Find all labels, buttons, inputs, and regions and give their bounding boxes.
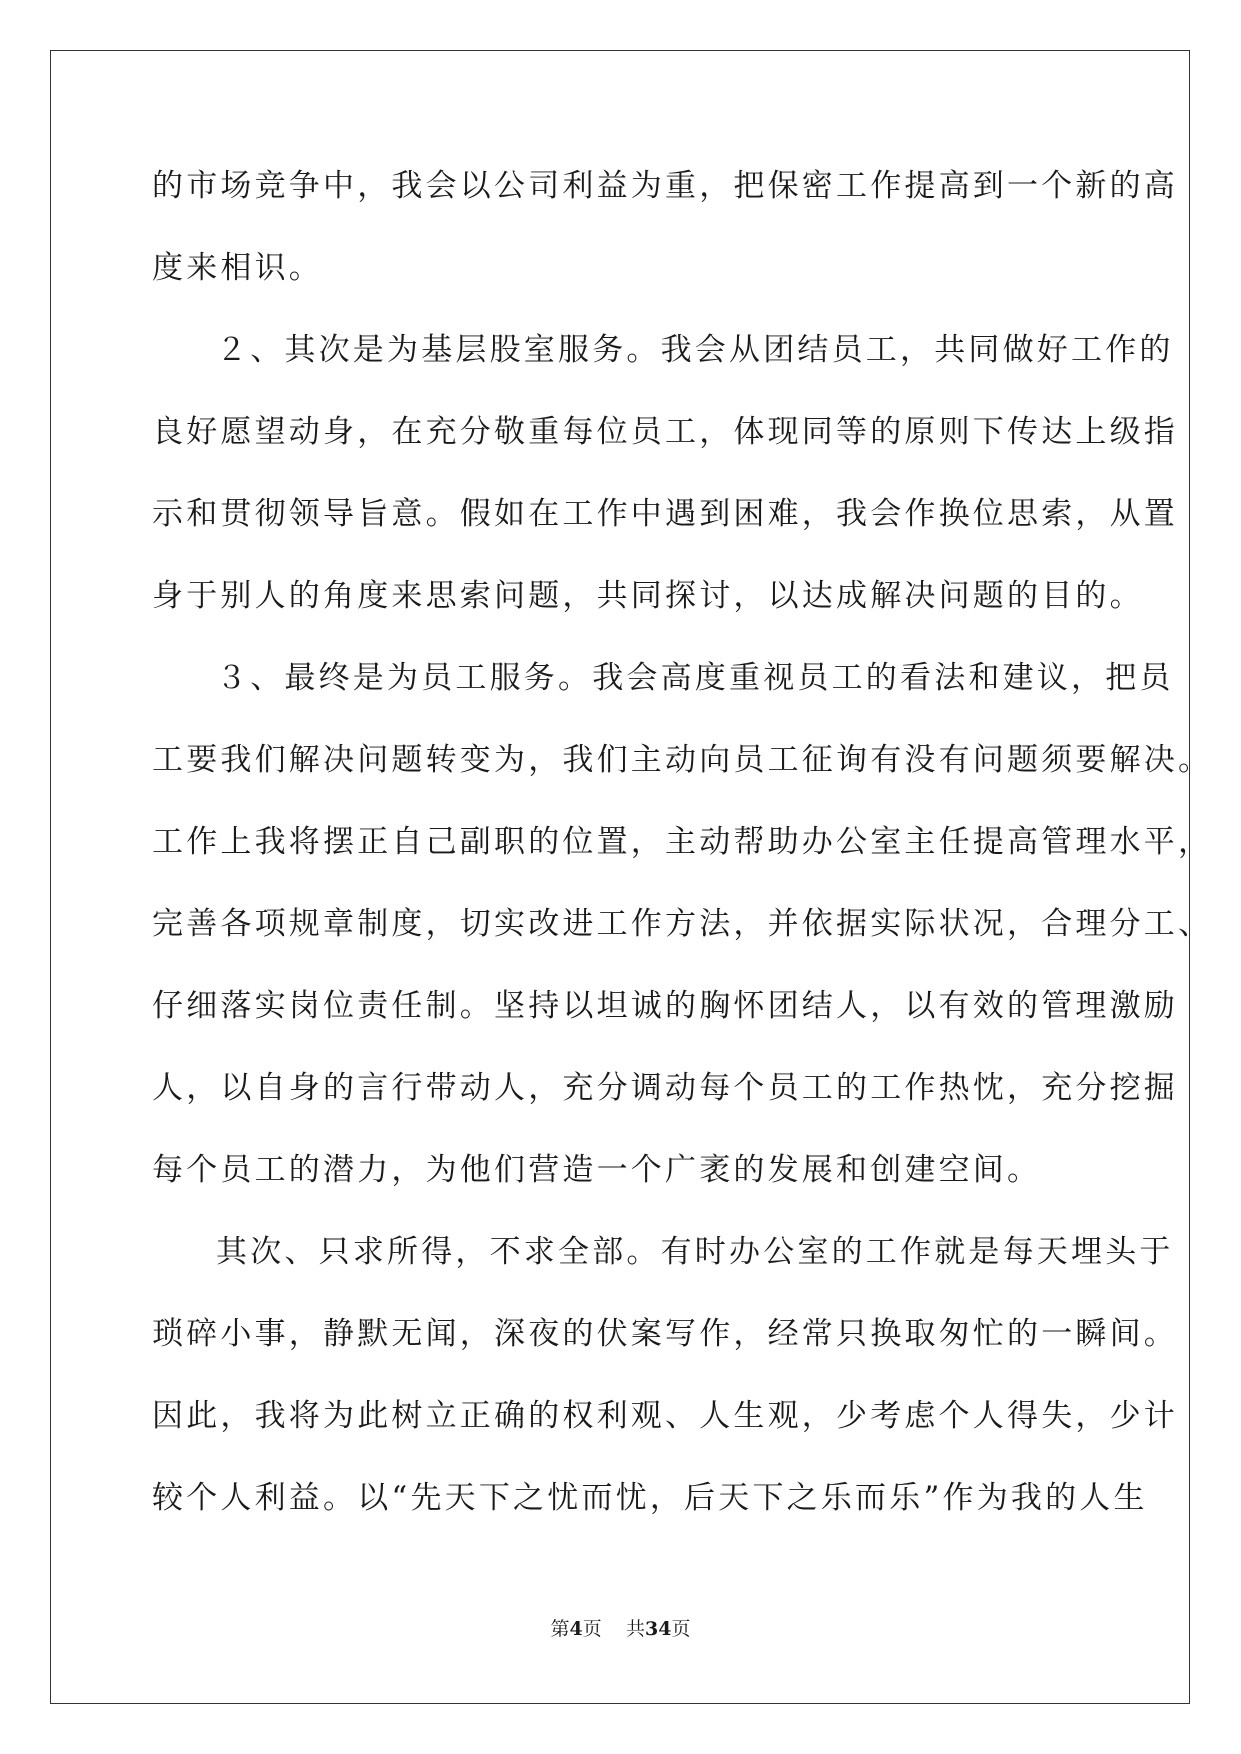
text-line: 良好愿望动身，在充分敬重每位员工，体现同等的原则下传达上级指: [152, 414, 1178, 450]
text-line: 人，以自身的言行带动人，充分调动每个员工的工作热忱，充分挖掘: [152, 1070, 1178, 1106]
text-line: 其次、只求所得，不求全部。有时办公室的工作就是每天埋头于: [216, 1234, 1174, 1270]
text-line: 身于别人的角度来思索问题，共同探讨，以达成解决问题的目的。: [152, 578, 1144, 614]
footer-prefix: 第: [550, 1618, 570, 1640]
text-line: 仔细落实岗位责任制。坚持以坦诚的胸怀团结人，以有效的管理激励: [152, 988, 1178, 1024]
text-line: 完善各项规章制度，切实改进工作方法，并依据实际状况，合理分工、: [152, 906, 1213, 942]
text-line: 因此，我将为此树立正确的权利观、人生观，少考虑个人得失，少计: [152, 1398, 1178, 1434]
text-line: 较个人利益。以“先天下之忧而忧，后天下之乐而乐”作为我的人生: [152, 1480, 1148, 1516]
text-line: 示和贯彻领导旨意。假如在工作中遇到困难，我会作换位思索，从置: [152, 496, 1178, 532]
text-line: 度来相识。: [152, 250, 323, 286]
text-line: ２、其次是为基层股室服务。我会从团结员工，共同做好工作的: [216, 332, 1174, 368]
text-line: 每个员工的潜力，为他们营造一个广袤的发展和创建空间。: [152, 1152, 1042, 1188]
text-line: 工要我们解决问题转变为，我们主动向员工征询有没有问题须要解决。: [152, 742, 1213, 778]
current-page-number: 4: [569, 1618, 583, 1640]
total-page-count: 34: [644, 1618, 672, 1640]
text-line: ３、最终是为员工服务。我会高度重视员工的看法和建议，把员: [216, 660, 1174, 696]
text-line: 的市场竞争中，我会以公司利益为重，把保密工作提高到一个新的高: [152, 168, 1178, 204]
text-line: 工作上我将摆正自己副职的位置，主动帮助办公室主任提高管理水平，: [152, 824, 1213, 860]
footer-total-suffix: 页: [671, 1618, 691, 1640]
page-footer: [0, 1614, 1241, 1641]
footer-total-prefix: 共: [625, 1618, 645, 1640]
footer-page-suffix: 页: [582, 1618, 602, 1640]
document-body: [152, 160, 1213, 1554]
text-line: 琐碎小事，静默无闻，深夜的伏案写作，经常只换取匆忙的一瞬间。: [152, 1316, 1178, 1352]
